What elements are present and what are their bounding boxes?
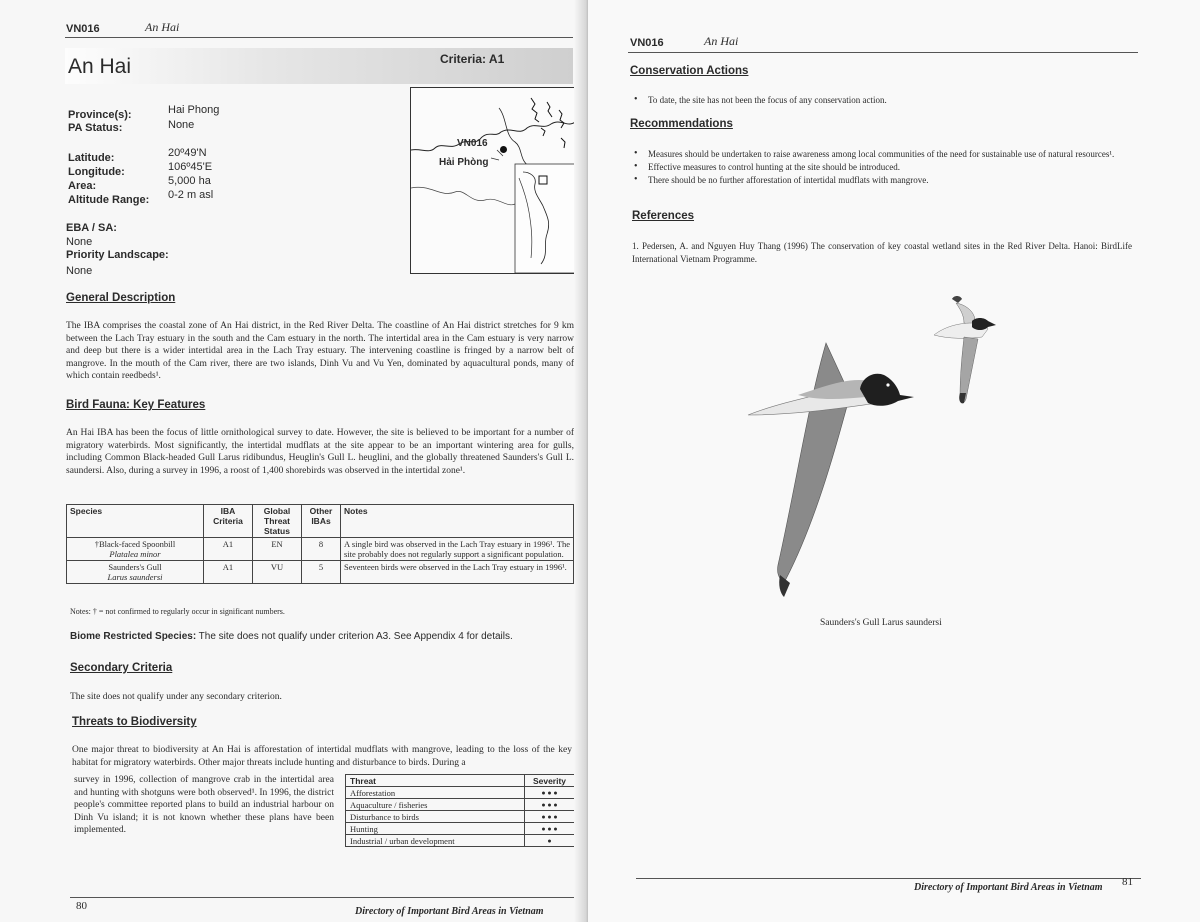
threat-cell: Afforestation — [346, 787, 525, 799]
right-page — [588, 0, 1200, 922]
footer-rule — [636, 878, 1141, 879]
altitude-value: 0-2 m asl — [168, 189, 214, 201]
pa-status-label: PA Status: — [68, 122, 123, 134]
header-site-name: An Hai — [145, 20, 180, 34]
species-common-name: Saunders's Gull — [108, 562, 162, 572]
list-item: • To date, the site has not been the focus of any conservation action. — [632, 94, 1132, 106]
threats-heading: Threats to Biodiversity — [72, 716, 197, 728]
recommendations-heading: Recommendations — [630, 118, 733, 130]
col-threat: Threat — [346, 775, 525, 787]
page-title: An Hai — [68, 55, 132, 78]
threat-cell: Disturbance to birds — [346, 811, 525, 823]
list-item: • There should be no further afforestation of intertidal mudflats with mangrove. — [632, 174, 1137, 186]
conservation-list — [632, 94, 1132, 107]
threat-cell: Industrial / urban development — [346, 835, 525, 847]
page-number: 80 — [76, 900, 87, 912]
species-cell — [67, 561, 204, 584]
col-severity: Severity — [525, 775, 575, 787]
status-cell: EN — [253, 538, 302, 561]
col-notes: Notes — [341, 505, 574, 538]
references-heading: References — [632, 210, 695, 222]
map-city-label: Hải Phòng — [439, 157, 489, 168]
page-number: 81 — [1122, 876, 1133, 888]
table-row — [346, 823, 575, 835]
footer-title: Directory of Important Bird Areas in Vietnam — [355, 906, 544, 917]
header-rule — [628, 52, 1138, 53]
bird-fauna-heading: Bird Fauna: Key Features — [66, 399, 206, 411]
pa-status-value: None — [168, 119, 195, 131]
small-gull — [934, 296, 996, 403]
table-row — [67, 561, 574, 584]
area-label: Area: — [68, 180, 97, 192]
area-value: 5,000 ha — [168, 175, 211, 187]
table-row — [346, 799, 575, 811]
general-description-heading: General Description — [66, 292, 176, 304]
criteria-cell: A1 — [204, 538, 253, 561]
map-site-label: VN016 — [457, 138, 488, 149]
table-row — [67, 538, 574, 561]
eba-value: None — [66, 236, 93, 248]
list-item: • Effective measures to control hunting at the site should be introduced. — [632, 161, 1137, 173]
site-marker-icon — [500, 146, 507, 153]
severity-cell: ● — [525, 835, 575, 847]
footer-rule — [70, 897, 575, 898]
longitude-value: 106º45'E — [168, 161, 213, 173]
notes-cell: A single bird was observed in the Lach Tray estuary in 1996¹. The site probably does not regularly support a significant population. — [341, 538, 574, 561]
col-threat-status: Global Threat Status — [253, 505, 302, 538]
header-code: VN016 — [630, 37, 664, 49]
reference-item: 1. Pedersen, A. and Nguyen Huy Thang (1996) The conservation of key coastal wetland sites in the Red River Delta. Hanoi: BirdLife International Vietnam Programme. — [632, 241, 1132, 264]
longitude-label: Longitude: — [68, 166, 125, 178]
gull-illustration — [738, 285, 1038, 605]
threats-text-left: survey in 1996, collection of mangrove crab in the intertidal area and hunting with shotguns were both observed¹. In 1996, the district people's committee reported plans to build an industrial harbour on Dinh Vu island; it is not known whether these plans have been implemented. — [74, 775, 334, 835]
header-code: VN016 — [66, 23, 100, 35]
table-row — [346, 787, 575, 799]
species-table-header — [67, 505, 574, 538]
province-label: Province(s): — [68, 109, 132, 121]
other-ibas-cell: 8 — [302, 538, 341, 561]
status-cell: VU — [253, 561, 302, 584]
threats-text-top: One major threat to biodiversity at An Hai is afforestation of intertidal mudflats with mangrove, leading to the loss of the key habitat for migratory waterbirds. Other major threats include hunting and disturbance to birds. During a — [72, 745, 572, 768]
biome-label: Biome Restricted Species: — [70, 631, 197, 642]
threat-table-header — [346, 775, 575, 787]
header-rule — [65, 37, 573, 38]
col-other-ibas: Other IBAs — [302, 505, 341, 538]
header-site-name: An Hai — [704, 34, 739, 48]
table-row — [346, 835, 575, 847]
general-description-text: The IBA comprises the coastal zone of An Hai district, in the Red River Delta. The coastline of An Hai district stretches for 9 km between the Lach Tray estuary in the south and the Cam estuary in the north. The intertidal area in the Cam estuary is very narrow and deep but there is a wider intertidal area in the Lach Tray estuary. The intervening coastline is fringed by a narrow belt of mangrove. In the mouth of the Cam river, there are two islands, Dinh Vu and Vu Yen, dominated by aquacultural ponds, many of which contain reedbeds¹. — [66, 321, 574, 381]
biome-line — [70, 631, 513, 642]
severity-cell: ● ● ● — [525, 787, 575, 799]
species-latin-name: Platalea minor — [109, 549, 161, 559]
species-cell — [67, 538, 204, 561]
other-ibas-cell: 5 — [302, 561, 341, 584]
species-common-name: †Black-faced Spoonbill — [94, 539, 176, 549]
map-outline — [411, 88, 575, 273]
species-table — [66, 504, 574, 584]
severity-cell: ● ● ● — [525, 823, 575, 835]
altitude-label: Altitude Range: — [68, 194, 150, 206]
species-latin-name: Larus saundersi — [107, 572, 163, 582]
secondary-criteria-heading: Secondary Criteria — [70, 662, 173, 674]
illustration-caption: Saunders's Gull Larus saundersi — [820, 618, 942, 628]
location-map — [410, 87, 576, 274]
col-iba-criteria: IBA Criteria — [204, 505, 253, 538]
threat-table — [345, 774, 575, 847]
bird-fauna-text: An Hai IBA has been the focus of little ornithological survey to date. However, the site is believed to be important for a number of migratory waterbirds. Most significantly, the intertidal mudflats at the site appear to be an important wintering area for gulls, including Common Black-headed Gull Larus ridibundus, Heuglin's Gull L. heuglini, and the globally threatened Saunders's Gull L. saundersi. Also, during a survey in 1996, a roost of 1,400 shorebirds was observed in the intertidal zone¹. — [66, 428, 574, 476]
eba-label: EBA / SA: — [66, 222, 117, 234]
landscape-label: Priority Landscape: — [66, 249, 169, 261]
table-row — [346, 811, 575, 823]
criteria-cell: A1 — [204, 561, 253, 584]
landscape-value: None — [66, 265, 93, 277]
large-gull — [748, 343, 914, 597]
col-species: Species — [67, 505, 204, 538]
latitude-label: Latitude: — [68, 152, 115, 164]
threat-cell: Hunting — [346, 823, 525, 835]
threat-cell: Aquaculture / fisheries — [346, 799, 525, 811]
biome-text: The site does not qualify under criterion A3. See Appendix 4 for details. — [198, 631, 513, 642]
conservation-heading: Conservation Actions — [630, 65, 749, 77]
severity-cell: ● ● ● — [525, 799, 575, 811]
recommendations-list — [632, 148, 1137, 187]
footer-title: Directory of Important Bird Areas in Vietnam — [914, 882, 1103, 893]
left-page — [0, 0, 588, 922]
severity-cell: ● ● ● — [525, 811, 575, 823]
criteria-label: Criteria: A1 — [440, 52, 505, 66]
province-value: Hai Phong — [168, 104, 220, 116]
list-item: • Measures should be undertaken to raise awareness among local communities of the need for sustainable use of natural resources¹. — [632, 148, 1137, 160]
latitude-value: 20º49'N — [168, 147, 207, 159]
species-table-note: Notes: † = not confirmed to regularly occur in significant numbers. — [70, 607, 285, 616]
notes-cell: Seventeen birds were observed in the Lach Tray estuary in 1996¹. — [341, 561, 574, 584]
secondary-criteria-text: The site does not qualify under any secondary criterion. — [70, 692, 282, 702]
site-info — [68, 104, 398, 208]
